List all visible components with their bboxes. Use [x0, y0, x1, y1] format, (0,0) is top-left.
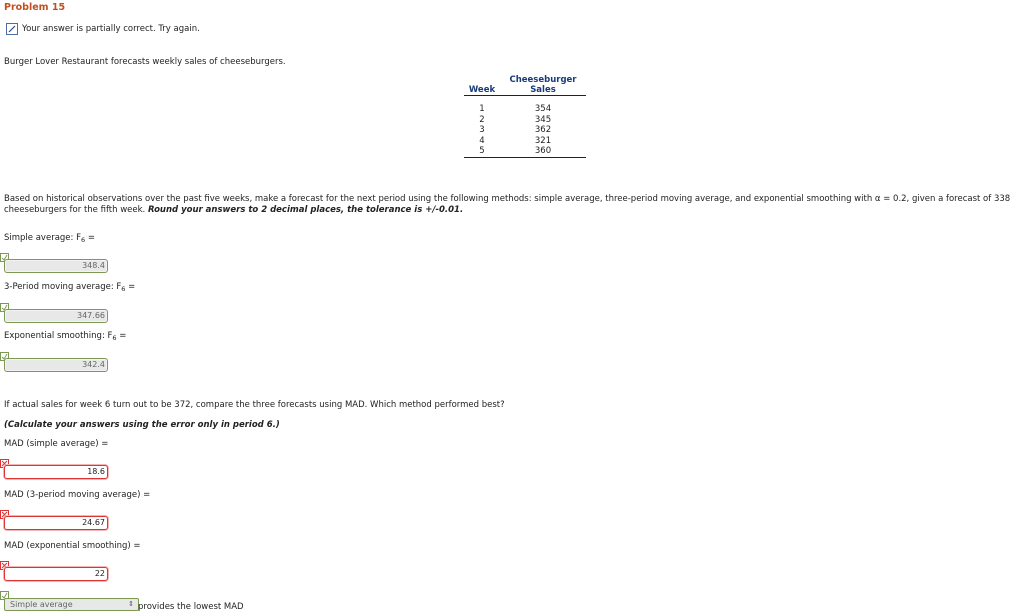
table-row: [464, 136, 586, 147]
cell-week: 4: [479, 135, 485, 146]
simple-average-label: [4, 233, 95, 243]
label-text: Simple average: F: [4, 233, 81, 243]
table-row: [464, 115, 586, 126]
cell-sales: 354: [534, 104, 552, 114]
sales-table: [464, 75, 586, 158]
mad-moving-label: MAD (3-period moving average) =: [4, 490, 151, 500]
label-text: Exponential smoothing: F: [4, 331, 113, 341]
label-text: 3-Period moving average: F: [4, 282, 122, 292]
mad-simple-input[interactable]: 18.6: [4, 465, 108, 479]
header-week: Week: [464, 75, 500, 96]
cell-sales: 362: [534, 125, 552, 135]
cell-sales: 345: [534, 114, 552, 125]
question-2: If actual sales for week 6 turn out to be 372, compare the three forecasts using MAD. Which method performed best?: [4, 400, 505, 410]
instructions-text: Based on historical observations over the past five weeks, make a forecast for the next period using the following methods: simple average, three-period moving average, and exponential smoothing with α = 0.2, given a forecast of 338 cheeseburgers for the fifth week.: [4, 194, 1011, 215]
cell-week: 5: [464, 146, 500, 157]
instructions-rounding: Round your answers to 2 decimal places, the tolerance is +/-0.01.: [147, 204, 464, 215]
cell-week: 2: [479, 114, 485, 125]
subscript: 6: [121, 285, 126, 293]
mad-moving-input[interactable]: 24.67: [4, 516, 108, 530]
simple-average-input[interactable]: 348.4: [4, 259, 108, 273]
cell-week: 1: [479, 104, 485, 114]
subscript: 6: [112, 334, 117, 342]
instructions: [4, 194, 1019, 215]
header-sales-line1: Cheeseburger: [509, 75, 577, 85]
header-sales: [500, 75, 586, 96]
mad-exp-label: MAD (exponential smoothing) =: [4, 541, 141, 551]
best-method-value: Simple average: [10, 600, 73, 609]
partial-check-icon: [6, 23, 18, 35]
status-message: [6, 23, 200, 35]
subscript: 6: [80, 236, 86, 244]
exp-smoothing-label: [4, 331, 126, 341]
equals: =: [119, 331, 127, 341]
table-row: [464, 125, 586, 136]
cell-sales: 360: [500, 146, 586, 157]
header-sales-line2: Sales: [530, 85, 556, 95]
equals: =: [87, 233, 95, 243]
mad-simple-label: MAD (simple average) =: [4, 439, 109, 449]
mad-exp-input[interactable]: 22: [4, 567, 108, 581]
question-2-note: (Calculate your answers using the error only in period 6.): [4, 420, 280, 430]
problem-title: Problem 15: [4, 2, 66, 13]
table-row: [464, 96, 586, 115]
cell-sales: 321: [534, 135, 552, 146]
best-method-select[interactable]: [4, 598, 139, 611]
equals: =: [128, 282, 136, 292]
intro-text: Burger Lover Restaurant forecasts weekly sales of cheeseburgers.: [4, 57, 286, 67]
moving-average-input[interactable]: 347.66: [4, 309, 108, 323]
select-arrows-icon: ⇕: [128, 600, 134, 608]
cell-week: 3: [479, 125, 485, 135]
table-row: [464, 146, 586, 157]
exp-smoothing-input[interactable]: 342.4: [4, 358, 108, 372]
best-method-suffix: provides the lowest MAD: [138, 602, 244, 612]
moving-average-label: [4, 282, 135, 292]
status-text: Your answer is partially correct. Try again.: [22, 24, 200, 34]
